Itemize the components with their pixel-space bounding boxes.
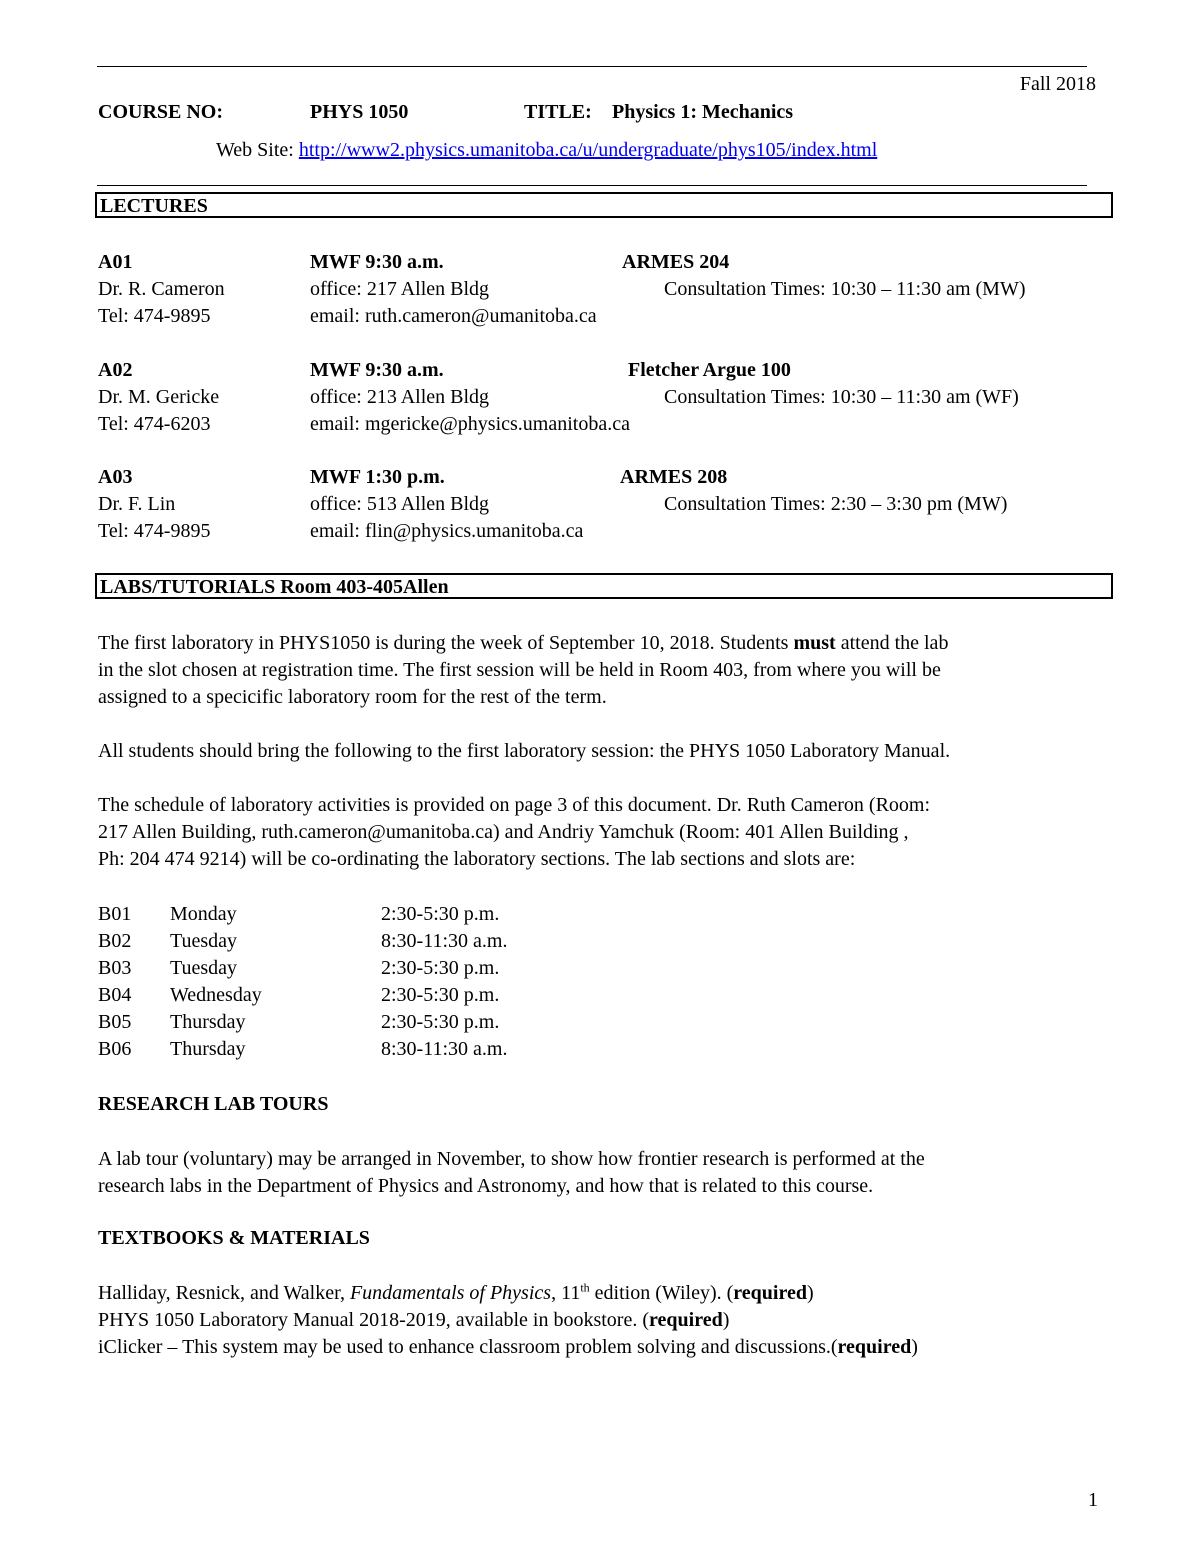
lab-slot-row — [98, 983, 698, 1010]
section-code: A01 — [98, 251, 133, 273]
instructor-office: office: 213 Allen Bldg — [310, 386, 490, 408]
section-code: A02 — [98, 359, 133, 381]
course-title: Physics 1: Mechanics — [612, 101, 794, 123]
consultation-times: Consultation Times: 10:30 – 11:30 am (MW) — [664, 278, 1026, 300]
labs-paragraph-1-line-1: The first laboratory in PHYS1050 is during the week of September 10, 2018. Students must attend the lab — [98, 632, 949, 654]
top-rule — [97, 66, 1087, 67]
slot-day: Wednesday — [170, 984, 262, 1006]
course-no-label: COURSE NO: — [98, 101, 224, 123]
slot-time: 2:30-5:30 p.m. — [381, 957, 500, 979]
slot-code: B04 — [98, 984, 132, 1006]
textbook-item-1: Halliday, Resnick, and Walker, Fundamentals of Physics, 11th edition (Wiley). (required) — [98, 1280, 814, 1304]
instructor-tel: Tel: 474-6203 — [98, 413, 211, 435]
slot-day: Monday — [170, 903, 237, 925]
consultation-times: Consultation Times: 10:30 – 11:30 am (WF) — [664, 386, 1019, 408]
website-label: Web Site: — [216, 139, 294, 161]
page-number: 1 — [1088, 1489, 1098, 1511]
lab-slot-row — [98, 929, 698, 956]
must-emphasis: must — [793, 632, 836, 654]
labs-paragraph-3-line-3: Ph: 204 474 9214) will be co-ordinating the laboratory sections. The lab sections and slots are: — [98, 848, 856, 870]
slot-day: Thursday — [170, 1038, 246, 1060]
slot-day: Tuesday — [170, 957, 238, 979]
textbooks-heading: TEXTBOOKS & MATERIALS — [98, 1227, 370, 1249]
lab-slot-row — [98, 1037, 698, 1064]
instructor-office: office: 217 Allen Bldg — [310, 278, 490, 300]
textbook-item-2: PHYS 1050 Laboratory Manual 2018-2019, available in bookstore. (required) — [98, 1309, 730, 1331]
section-schedule: MWF 9:30 a.m. — [310, 251, 444, 273]
instructor-name: Dr. F. Lin — [98, 493, 176, 515]
slot-code: B03 — [98, 957, 132, 979]
lab-slot-row — [98, 902, 698, 929]
website-line — [216, 138, 877, 162]
labs-paragraph-2: All students should bring the following to the first laboratory session: the PHYS 1050 Laboratory Manual. — [98, 740, 951, 762]
section-code: A03 — [98, 466, 133, 488]
instructor-tel: Tel: 474-9895 — [98, 305, 211, 327]
labs-paragraph-3-line-2: 217 Allen Building, ruth.cameron@umanitoba.ca) and Andriy Yamchuk (Room: 401 Allen Building , — [98, 821, 909, 843]
slot-time: 2:30-5:30 p.m. — [381, 984, 500, 1006]
header-rule — [97, 185, 1087, 186]
labs-paragraph-1-line-2: in the slot chosen at registration time. The first session will be held in Room 403, from where you will be — [98, 659, 941, 681]
textbook-item-3: iClicker – This system may be used to enhance classroom problem solving and discussions.(required) — [98, 1336, 918, 1358]
section-room: Fletcher Argue 100 — [628, 359, 791, 381]
section-schedule: MWF 9:30 a.m. — [310, 359, 444, 381]
textbook-title: Fundamentals of Physics — [349, 1282, 552, 1304]
instructor-name: Dr. M. Gericke — [98, 386, 220, 408]
required-tag: required — [649, 1309, 723, 1331]
instructor-name: Dr. R. Cameron — [98, 278, 225, 300]
slot-time: 2:30-5:30 p.m. — [381, 1011, 500, 1033]
slot-time: 8:30-11:30 a.m. — [381, 1038, 508, 1060]
textbooks-list — [98, 1280, 1108, 1361]
labs-heading: LABS/TUTORIALS Room 403-405Allen — [100, 576, 449, 598]
slot-code: B02 — [98, 930, 132, 952]
instructor-office: office: 513 Allen Bldg — [310, 493, 490, 515]
lab-slot-row — [98, 1010, 698, 1037]
instructor-email: email: ruth.cameron@umanitoba.ca — [310, 305, 597, 327]
website-link[interactable]: http://www2.physics.umanitoba.ca/u/undergraduate/phys105/index.html — [298, 139, 878, 161]
lectures-heading-box — [95, 192, 1113, 218]
section-room: ARMES 208 — [620, 466, 728, 488]
slot-day: Thursday — [170, 1011, 246, 1033]
slot-code: B06 — [98, 1038, 132, 1060]
section-schedule: MWF 1:30 p.m. — [310, 466, 445, 488]
lab-slot-row — [98, 956, 698, 983]
required-tag: required — [733, 1282, 807, 1304]
slot-code: B01 — [98, 903, 132, 925]
lectures-heading: LECTURES — [100, 195, 208, 217]
slot-day: Tuesday — [170, 930, 238, 952]
course-no: PHYS 1050 — [310, 101, 409, 123]
slot-time: 2:30-5:30 p.m. — [381, 903, 500, 925]
course-title-label: TITLE: — [524, 101, 592, 123]
labs-heading-box — [95, 573, 1113, 599]
instructor-email: email: mgericke@physics.umanitoba.ca — [310, 413, 630, 435]
tours-heading: RESEARCH LAB TOURS — [98, 1093, 329, 1115]
slot-code: B05 — [98, 1011, 132, 1033]
labs-paragraph-1-line-3: assigned to a specicific laboratory room for the rest of the term. — [98, 686, 607, 708]
slot-time: 8:30-11:30 a.m. — [381, 930, 508, 952]
instructor-tel: Tel: 474-9895 — [98, 520, 211, 542]
term-label: Fall 2018 — [1019, 73, 1096, 95]
consultation-times: Consultation Times: 2:30 – 3:30 pm (MW) — [664, 493, 1008, 515]
instructor-email: email: flin@physics.umanitoba.ca — [310, 520, 584, 542]
labs-paragraph-3 — [98, 792, 1108, 873]
section-room: ARMES 204 — [622, 251, 730, 273]
labs-paragraph-3-line-1: The schedule of laboratory activities is provided on page 3 of this document. Dr. Ruth Cameron (Room: — [98, 794, 931, 816]
labs-paragraph-1 — [98, 630, 1108, 711]
tours-paragraph: A lab tour (voluntary) may be arranged in November, to show how frontier research is performed at the research labs in the Department of Physics and Astronomy, and how that is related to this course. — [98, 1148, 925, 1197]
required-tag: required — [837, 1336, 912, 1358]
